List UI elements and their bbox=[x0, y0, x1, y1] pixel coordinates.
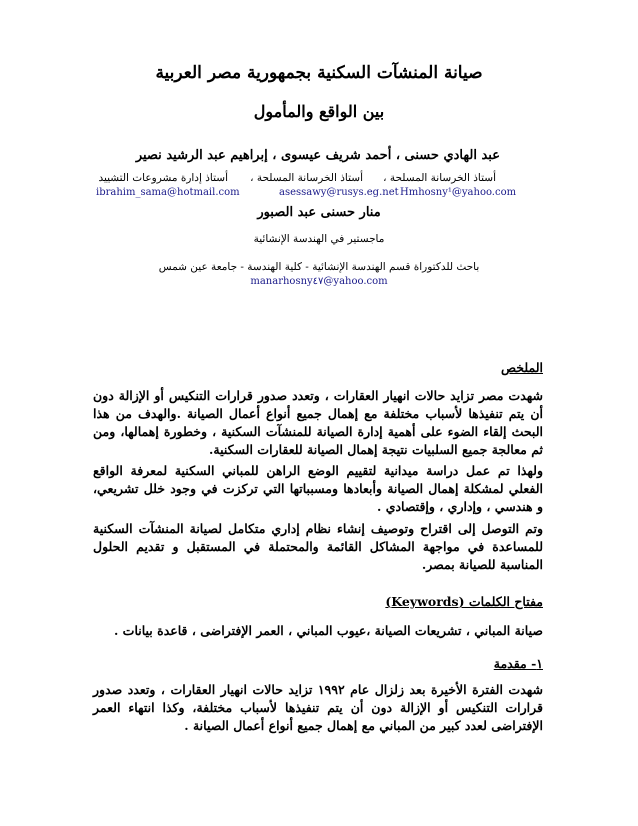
author3-affiliation: أستاذ إدارة مشروعات التشييد bbox=[98, 172, 228, 184]
intro-heading: ١- مقدمة bbox=[493, 656, 543, 671]
keywords-heading: مفتاح الكلمات (Keywords) bbox=[385, 594, 543, 609]
author2-affiliation: أستاذ الخرسانة المسلحة ، bbox=[250, 172, 363, 184]
author4-degree: ماجستير في الهندسة الإنشائية bbox=[253, 233, 385, 245]
paper-title: صيانة المنشآت السكنية بجمهورية مصر العربية bbox=[155, 63, 483, 83]
author4-email[interactable]: manarhosny٤٧@yahoo.com bbox=[250, 276, 388, 287]
paper-subtitle: بين الواقع والمأمول bbox=[253, 102, 385, 121]
intro-paragraph: شهدت الفترة الأخيرة بعد زلزال عام ١٩٩٢ تزايد حالات انهيار العقارات ، وتعدد صدور قرارات التنكيس أو الإزالة دون أن يتم تنفيذها لأسباب مختلفة، وكذا انتهاء العمر الإفتراضى لعدد كبير من المباني مع إهمال جميع أنواع أعمال الصيانة . bbox=[93, 682, 543, 733]
author1-affiliation: أستاذ الخرسانة المسلحة ، bbox=[383, 172, 496, 184]
abstract-heading: الملخص bbox=[500, 360, 543, 375]
author-names: عبد الهادي حسنى ، أحمد شريف عيسوى ، إبراهيم عبد الرشيد نصير bbox=[135, 148, 500, 163]
abstract-paragraph-3: وتم التوصل إلى اقتراح وتوصيف إنشاء نظام إداري متكامل لصيانة المنشآت السكنية للمساعدة في مواجهة المشاكل القائمة والمحتملة في المستقبل و تقديم الحلول المناسبة للصيانة بمصر. bbox=[93, 521, 543, 572]
author4-name: منار حسنى عبد الصبور bbox=[257, 205, 381, 220]
abstract-paragraph-2: ولهذا تم عمل دراسة ميدانية لتقييم الوضع الراهن للمباني السكنية لمعرفة الواقع الفعلي لمشكلة إهمال الصيانة وأبعادها ومسبباتها التي تركزت في وجود خلل تشريعي، و هندسي ، وإداري ، وإقتصادي . bbox=[93, 463, 543, 514]
keywords-text: صيانة المباني ، تشريعات الصيانة ،عيوب المباني ، العمر الإفتراضى ، قاعدة بيانات . bbox=[113, 623, 543, 638]
author3-email[interactable]: ibrahim_sama@hotmail.com bbox=[96, 187, 240, 198]
author1-email[interactable]: Hmhosny¹@yahoo.com bbox=[400, 187, 517, 198]
abstract-paragraph-1: شهدت مصر تزايد حالات انهيار العقارات ، وتعدد صدور قرارات التنكيس أو الإزالة دون أن يتم تنفيذها لأسباب مختلفة مع إهمال جميع أنواع أعمال الصيانة .والهدف من هذا البحث إلقاء الضوء على أهمية إدارة الصيانة للمنشآت السكنية ، وخطورة إهمالها، ومن ثم معالجة جميع السلبيات نتيجة إهمال الصيانة للعقارات السكنية. bbox=[93, 388, 543, 457]
author4-affiliation: باحث للدكتوراة قسم الهندسة الإنشائية - كلية الهندسة - جامعة عين شمس bbox=[158, 261, 480, 273]
author2-email[interactable]: asessawy@rusys.eg.net bbox=[279, 187, 399, 198]
